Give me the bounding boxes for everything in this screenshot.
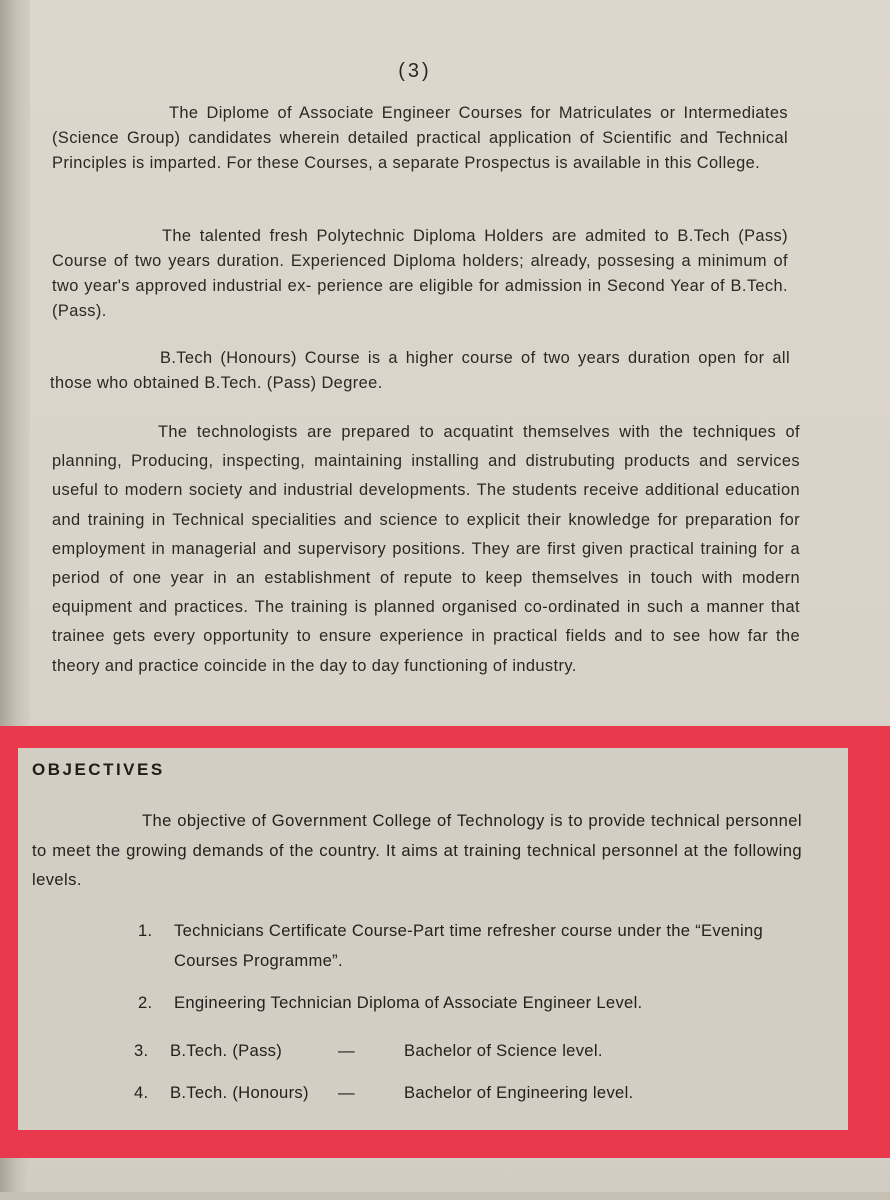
list-item-text: Technicians Certificate Course-Part time refresher course under the “Evening Courses Programme”. bbox=[174, 921, 764, 970]
objectives-heading: OBJECTIVES bbox=[32, 760, 165, 779]
list-item-level: Bachelor of Engineering level. bbox=[404, 1083, 634, 1102]
list-item-number: 4. bbox=[134, 1083, 149, 1102]
paragraph-text: The technologists are prepared to acquatint themselves with the techniques of planning, Producing, inspecting, maintaining installing and distrubuting products and services useful to modern society and industrial developments. The students receive additional education and training in Technical specialities and science to explicit their knowledge for preparation for employment in managerial and supervisory positions. They are first given practical training for a period of one year in an establishment of repute to keep themselves in touch with modern equipment and practices. The training is planned organised co-ordinated in such a manner that trainee gets every opportunity to ensure experience in practical fields and to see how far the theory and practice coincide in the day to day functioning of industry. bbox=[52, 423, 800, 675]
page-bottom-edge bbox=[0, 1192, 890, 1200]
list-item-dash: — bbox=[338, 1041, 355, 1060]
list-item-number: 3. bbox=[134, 1041, 149, 1060]
list-item-level: Bachelor of Science level. bbox=[404, 1041, 603, 1060]
paragraph-btech-pass bbox=[52, 224, 788, 324]
paragraph-text: B.Tech (Honours) Course is a higher course of two years duration open for all those who obtained B.Tech. (Pass) Degree. bbox=[50, 349, 790, 392]
list-item-course: B.Tech. (Pass) bbox=[170, 1041, 283, 1060]
list-item-number: 2. bbox=[138, 993, 153, 1012]
paragraph-text: The Diplome of Associate Engineer Courses for Matriculates or Intermediates (Science Group) candidates wherein detailed practical application of Scientific and Technical Principles is imparted. For these Courses, a separate Prospectus is available in this College. bbox=[52, 104, 788, 172]
list-item-dash: — bbox=[338, 1083, 355, 1102]
paragraph-diploma-courses bbox=[52, 101, 788, 176]
paragraph-text: The talented fresh Polytechnic Diploma Holders are admited to B.Tech (Pass) Course of two years duration. Experienced Diploma holders; already, possesing a minimum of two year's approved industrial ex- perience are eligible for admission in Second Year of B.Tech. (Pass). bbox=[52, 227, 788, 320]
list-item-text: Engineering Technician Diploma of Associate Engineer Level. bbox=[174, 993, 643, 1012]
paragraph-technologists bbox=[52, 418, 800, 681]
list-item-number: 1. bbox=[138, 921, 153, 940]
paragraph-btech-honours bbox=[50, 346, 790, 396]
list-item-course: B.Tech. (Honours) bbox=[170, 1083, 309, 1102]
objectives-intro: The objective of Government College of Technology is to provide technical personnel to meet the growing demands of the country. It aims at training technical personnel at the following levels. bbox=[32, 811, 802, 889]
page-number: (3) bbox=[398, 60, 432, 82]
